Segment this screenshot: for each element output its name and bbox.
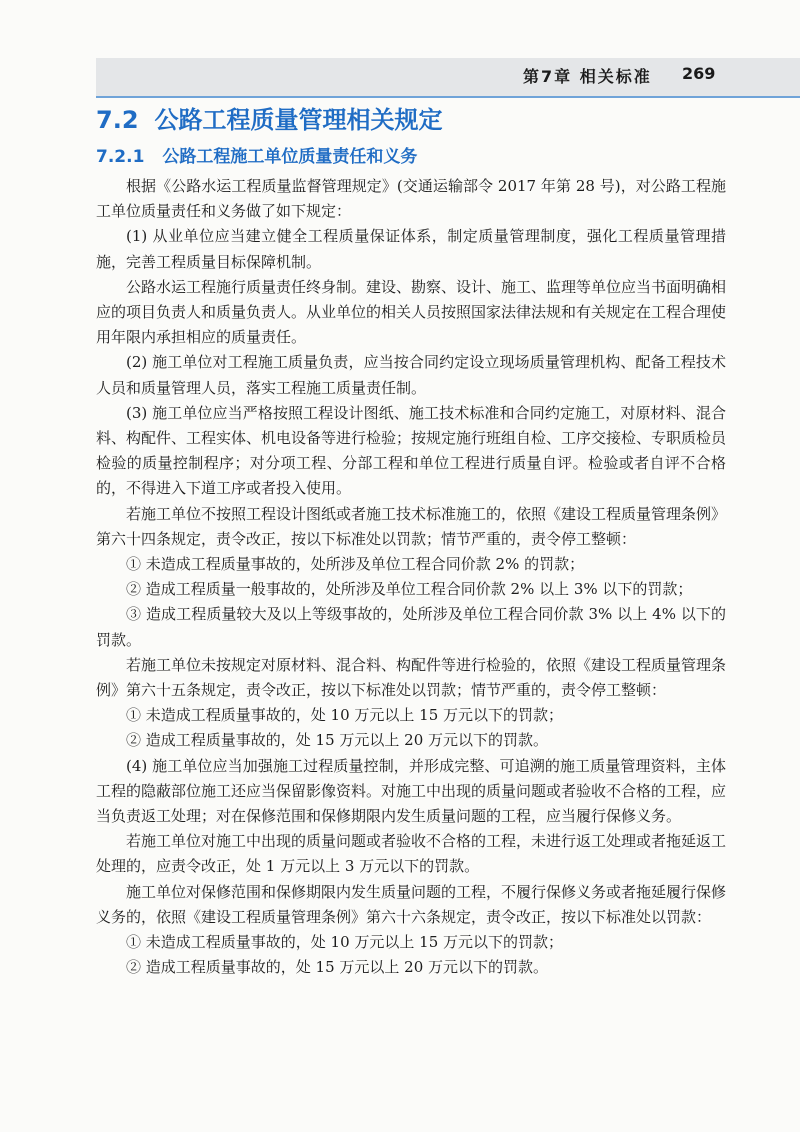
penalty-item: ③ 造成工程质量较大及以上等级事故的，处所涉及单位工程合同价款 3% 以上 4% 以下的罚款。: [96, 605, 726, 649]
body-text: [96, 174, 726, 981]
penalty-item: ① 未造成工程质量事故的，处所涉及单位工程合同价款 2% 的罚款；: [126, 555, 585, 574]
paragraph-item-1: (1) 从业单位应当建立健全工程质量保证体系，制定质量管理制度，强化工程质量管理措施，完善工程质量目标保障机制。: [96, 227, 726, 271]
paragraph-penalty-rework: 若施工单位对施工中出现的质量问题或者验收不合格的工程，未进行返工处理或者拖延返工处理的，应责令改正，处 1 万元以上 3 万元以下的罚款。: [96, 832, 727, 876]
penalty-item: ② 造成工程质量事故的，处 15 万元以上 20 万元以下的罚款。: [126, 958, 549, 977]
paragraph-item-2: (2) 施工单位对工程施工质量负责，应当按合同约定设立现场质量管理机构、配备工程技术人员和质量管理人员，落实工程施工质量责任制。: [96, 353, 726, 397]
penalty-item: ② 造成工程质量一般事故的，处所涉及单位工程合同价款 2% 以上 3% 以下的罚款；: [126, 580, 693, 599]
paragraph-item-4: (4) 施工单位应当加强施工过程质量控制，并形成完整、可追溯的施工质量管理资料，主体工程的隐蔽部位施工还应当保留影像资料。对施工中出现的质量问题或者验收不合格的工程，应当负责返工处理；对在保修范围和保修期限内发生质量问题的工程，应当履行保修义务。: [96, 756, 727, 826]
header-rule: [96, 96, 800, 98]
paragraph-penalty-inspection: 若施工单位未按规定对原材料、混合料、构配件等进行检验的，依照《建设工程质量管理条例》第六十五条规定，责令改正，按以下标准处以罚款；情节严重的，责令停工整顿：: [96, 655, 727, 700]
page-number: 269: [682, 64, 716, 83]
paragraph-intro: 根据《公路水运工程质量监督管理规定》(交通运输部令 2017 年第 28 号)，对公路工程施工单位质量责任和义务做了如下规定：: [96, 177, 726, 221]
running-header-chapter: 第7章 相关标准: [523, 67, 652, 86]
paragraph-item-3: (3) 施工单位应当严格按照工程设计图纸、施工技术标准和合同约定施工，对原材料、混合料、构配件、工程实体、机电设备等进行检验；按规定施行班组自检、工序交接检、专职质检员检验的质量控制程序；对分项工程、分部工程和单位工程进行质量自评。检验或者自评不合格的，不得进入下道工序或者投入使用。: [96, 403, 727, 498]
penalty-item: ① 未造成工程质量事故的，处 10 万元以上 15 万元以下的罚款；: [126, 706, 564, 725]
subsection-heading: [96, 142, 417, 167]
subsection-title: 公路工程施工单位质量责任和义务: [162, 147, 418, 167]
section-number: 7.2: [96, 106, 139, 134]
paragraph-penalty-warranty: 施工单位对保修范围和保修期限内发生质量问题的工程，不履行保修义务或者拖延履行保修义务的，依照《建设工程质量管理条例》第六十六条规定，责令改正，按以下标准处以罚款：: [96, 882, 727, 926]
subsection-number: 7.2.1: [96, 147, 145, 167]
penalty-item: ① 未造成工程质量事故的，处 10 万元以上 15 万元以下的罚款；: [126, 933, 564, 952]
paragraph-lifetime-responsibility: 公路水运工程施行质量责任终身制。建设、勘察、设计、施工、监理等单位应当书面明确相应的项目负责人和质量负责人。从业单位的相关人员按照国家法律法规和有关规定在工程合理使用年限内承担相应的质量责任。: [96, 277, 727, 347]
section-heading: [96, 100, 443, 135]
paragraph-penalty-construction: 若施工单位不按照工程设计图纸或者施工技术标准施工的，依照《建设工程质量管理条例》第六十四条规定，责令改正，按以下标准处以罚款；情节严重的，责令停工整顿：: [96, 504, 727, 548]
penalty-item: ② 造成工程质量事故的，处 15 万元以上 20 万元以下的罚款。: [126, 731, 549, 750]
section-title: 公路工程质量管理相关规定: [154, 106, 443, 134]
